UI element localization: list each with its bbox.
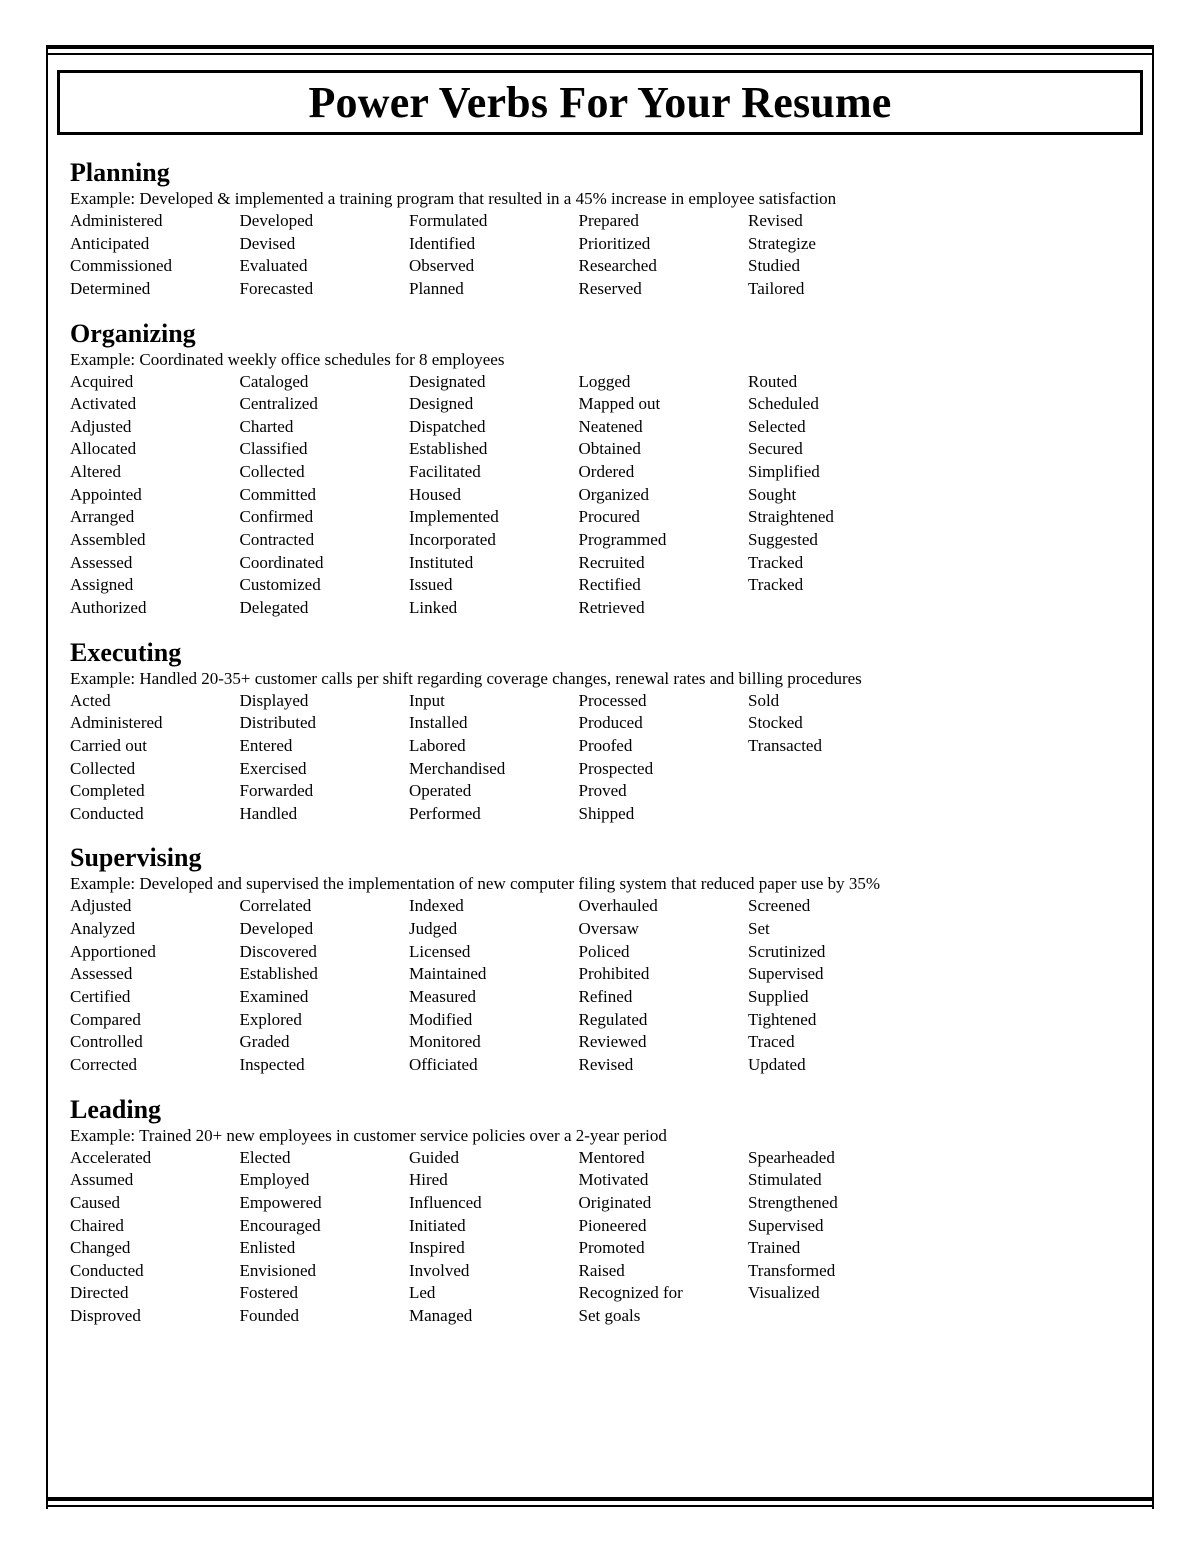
verb-item: Overhauled [578, 896, 658, 916]
verb-item: Refined [578, 987, 633, 1007]
verb-item: Visualized [748, 1283, 820, 1303]
verb-item: Developed [239, 919, 314, 939]
verb-item: Screened [748, 896, 811, 916]
verb-item: Strategize [748, 233, 816, 253]
verb-item: Produced [578, 713, 643, 733]
verb-item: Assumed [70, 1170, 134, 1190]
title-box [57, 70, 1143, 135]
verb-empty-cell [748, 780, 918, 803]
section-executing [70, 638, 1140, 826]
verb-item: Recruited [578, 552, 645, 572]
verb-item: Elected [239, 1147, 291, 1167]
verb-item: Adjusted [70, 416, 132, 436]
verb-item: Corrected [70, 1054, 138, 1074]
verb-item: Involved [409, 1260, 470, 1280]
verb-item: Labored [409, 735, 466, 755]
verb-item: Forwarded [239, 781, 314, 801]
verb-item: Processed [578, 690, 647, 710]
example-sentence: Example: Developed & implemented a training program that resulted in a 45% increase in employee satisfaction [70, 189, 837, 208]
verb-item: Designated [409, 371, 486, 391]
verb-item: Established [409, 439, 488, 459]
verb-item: Initiated [409, 1215, 466, 1235]
verb-item: Influenced [409, 1192, 482, 1212]
verb-item: Charted [239, 416, 294, 436]
verb-item: Maintained [409, 964, 487, 984]
verb-item: Conducted [70, 803, 144, 823]
verb-item: Prepared [578, 211, 639, 230]
verb-item: Facilitated [409, 462, 481, 482]
verb-item: Organized [578, 484, 649, 504]
verb-item: Dispatched [409, 416, 486, 436]
verb-item: Revised [578, 1054, 634, 1074]
verb-item: Transacted [748, 735, 822, 755]
verb-item: Recognized for [578, 1283, 683, 1303]
verb-item: Prioritized [578, 233, 651, 253]
verb-item: Completed [70, 781, 145, 801]
verb-item: Promoted [578, 1238, 645, 1258]
verb-item: Revised [748, 211, 803, 230]
example-sentence: Example: Developed and supervised the implementation of new computer filing system that reduced paper use by 35% [70, 874, 881, 894]
verb-item: Modified [409, 1009, 473, 1029]
example-sentence: Example: Trained 20+ new employees in customer service policies over a 2-year period [70, 1125, 667, 1145]
verb-item: Studied [748, 256, 800, 276]
verb-item: Managed [409, 1306, 473, 1326]
verb-item: Envisioned [239, 1260, 316, 1280]
verb-item: Licensed [409, 941, 471, 961]
verb-item: Sold [748, 690, 780, 710]
verb-sections [70, 158, 1140, 1328]
verb-item: Centralized [239, 394, 318, 414]
verb-item: Selected [748, 416, 806, 436]
verb-item: Classified [239, 439, 308, 459]
verb-item: Identified [409, 233, 476, 253]
verb-item: Implemented [409, 507, 499, 527]
verb-item: Operated [409, 781, 472, 801]
verb-item: Apportioned [70, 941, 156, 961]
verb-item: Supervised [748, 1215, 824, 1235]
verb-item: Merchandised [409, 758, 506, 778]
verb-list [70, 895, 1140, 1076]
verb-list [70, 371, 1140, 620]
verb-item: Motivated [578, 1170, 649, 1190]
verb-item: Encouraged [239, 1215, 321, 1235]
verb-item: Trained [748, 1238, 801, 1258]
verb-item: Controlled [70, 1032, 143, 1052]
verb-item: Devised [239, 233, 296, 253]
verb-item: Updated [748, 1054, 806, 1074]
verb-item: Directed [70, 1283, 129, 1303]
section-organizing [70, 319, 1140, 620]
verb-item: Prohibited [578, 964, 650, 984]
verb-item: Graded [239, 1032, 290, 1052]
verb-item: Distributed [239, 713, 316, 733]
verb-item: Disproved [70, 1306, 141, 1326]
verb-item: Routed [748, 371, 798, 391]
verb-item: Assessed [70, 552, 133, 572]
verb-empty-cell [748, 803, 918, 826]
verb-item: Oversaw [578, 919, 639, 939]
verb-item: Proofed [578, 735, 633, 755]
verb-item: Forecasted [239, 278, 314, 298]
verb-item: Conducted [70, 1260, 144, 1280]
verb-item: Researched [578, 256, 657, 276]
verb-item: Committed [239, 484, 316, 504]
verb-item: Guided [409, 1147, 460, 1167]
verb-item: Planned [409, 278, 464, 298]
verb-item: Spearheaded [748, 1147, 835, 1167]
verb-item: Performed [409, 803, 481, 823]
verb-item: Retrieved [578, 597, 645, 617]
verb-item: Observed [409, 256, 475, 276]
verb-item: Compared [70, 1009, 141, 1029]
verb-item: Suggested [748, 530, 818, 550]
verb-item: Ordered [578, 462, 635, 482]
verb-item: Measured [409, 987, 477, 1007]
verb-item: Neatened [578, 416, 643, 436]
top-double-rule [46, 45, 1154, 55]
verb-item: Officiated [409, 1054, 478, 1074]
verb-item: Correlated [239, 896, 312, 916]
verb-item: Allocated [70, 439, 137, 459]
verb-item: Exercised [239, 758, 307, 778]
verb-item: Employed [239, 1170, 310, 1190]
verb-item: Pioneered [578, 1215, 647, 1235]
page-title: Power Verbs For Your Resume [308, 77, 892, 127]
verb-item: Cataloged [239, 371, 309, 391]
verb-item: Linked [409, 597, 458, 617]
verb-item: Designed [409, 394, 474, 414]
verb-item: Chaired [70, 1215, 124, 1235]
bottom-double-rule [46, 1497, 1154, 1507]
verb-item: Adjusted [70, 896, 132, 916]
verb-item: Acted [70, 690, 111, 710]
verb-item: Customized [239, 575, 321, 595]
verb-item: Mapped out [578, 394, 661, 414]
section-heading: Executing [70, 637, 182, 667]
verb-item: Determined [70, 278, 151, 298]
verb-item: Prospected [578, 758, 654, 778]
verb-list [70, 1147, 1140, 1328]
verb-item: Administered [70, 713, 163, 733]
verb-item: Set goals [578, 1306, 641, 1326]
verb-item: Tailored [748, 278, 805, 298]
verb-item: Stimulated [748, 1170, 822, 1190]
verb-item: Assembled [70, 530, 146, 550]
section-heading: Leading [70, 1094, 162, 1124]
verb-item: Scrutinized [748, 941, 826, 961]
verb-item: Collected [239, 462, 305, 482]
verb-item: Activated [70, 394, 137, 414]
verb-item: Procured [578, 507, 640, 527]
verb-item: Supervised [748, 964, 824, 984]
verb-item: Displayed [239, 690, 309, 710]
verb-item: Caused [70, 1192, 121, 1212]
verb-item: Handled [239, 803, 298, 823]
verb-item: Proved [578, 781, 627, 801]
verb-item: Policed [578, 941, 630, 961]
verb-item: Regulated [578, 1009, 648, 1029]
verb-item: Anticipated [70, 233, 150, 253]
verb-item: Strengthened [748, 1192, 838, 1212]
verb-item: Set [748, 919, 770, 939]
verb-item: Changed [70, 1238, 131, 1258]
verb-item: Simplified [748, 462, 820, 482]
verb-list [70, 210, 1140, 301]
verb-item: Entered [239, 735, 293, 755]
verb-item: Led [409, 1283, 436, 1303]
verb-empty-cell [748, 758, 918, 781]
verb-item: Developed [239, 211, 314, 230]
example-sentence: Example: Coordinated weekly office schedules for 8 employees [70, 349, 505, 369]
section-heading: Organizing [70, 318, 196, 348]
verb-item: Input [409, 690, 445, 710]
verb-item: Enlisted [239, 1238, 296, 1258]
verb-item: Altered [70, 462, 121, 482]
verb-item: Certified [70, 987, 131, 1007]
verb-empty-cell [748, 1305, 918, 1328]
verb-item: Empowered [239, 1192, 322, 1212]
verb-item: Housed [409, 484, 461, 504]
verb-item: Accelerated [70, 1147, 152, 1167]
verb-item: Reserved [578, 278, 642, 298]
verb-item: Raised [578, 1260, 625, 1280]
verb-item: Installed [409, 713, 468, 733]
verb-item: Appointed [70, 484, 142, 504]
verb-item: Originated [578, 1192, 652, 1212]
verb-item: Supplied [748, 987, 809, 1007]
verb-item: Arranged [70, 507, 135, 527]
verb-item: Authorized [70, 597, 147, 617]
verb-item: Programmed [578, 530, 667, 550]
verb-item: Logged [578, 371, 631, 391]
verb-item: Obtained [578, 439, 641, 459]
section-heading: Supervising [70, 843, 202, 873]
verb-item: Administered [70, 211, 163, 230]
verb-item: Commissioned [70, 256, 173, 276]
verb-item: Collected [70, 758, 136, 778]
verb-item: Indexed [409, 896, 464, 916]
verb-item: Explored [239, 1009, 302, 1029]
verb-item: Sought [748, 484, 797, 504]
verb-item: Founded [239, 1306, 299, 1326]
verb-item: Assigned [70, 575, 134, 595]
verb-item: Established [239, 964, 318, 984]
verb-item: Tightened [748, 1009, 817, 1029]
verb-item: Mentored [578, 1147, 645, 1167]
verb-item: Judged [409, 919, 458, 939]
verb-item: Scheduled [748, 394, 819, 414]
verb-item: Examined [239, 987, 309, 1007]
verb-item: Acquired [70, 371, 134, 391]
verb-item: Analyzed [70, 919, 136, 939]
verb-item: Tracked [748, 575, 804, 595]
verb-item: Stocked [748, 713, 803, 733]
verb-list [70, 690, 1140, 826]
verb-item: Monitored [409, 1032, 481, 1052]
verb-item: Incorporated [409, 530, 496, 550]
verb-item: Fostered [239, 1283, 299, 1303]
verb-item: Transformed [748, 1260, 836, 1280]
verb-item: Issued [409, 575, 453, 595]
verb-item: Instituted [409, 552, 474, 572]
verb-item: Discovered [239, 941, 317, 961]
section-supervising [70, 843, 1140, 1076]
verb-item: Rectified [578, 575, 641, 595]
verb-item: Traced [748, 1032, 795, 1052]
section-heading: Planning [70, 158, 170, 187]
verb-item: Coordinated [239, 552, 324, 572]
verb-item: Delegated [239, 597, 309, 617]
verb-item: Inspired [409, 1238, 465, 1258]
example-sentence: Example: Handled 20-35+ customer calls per shift regarding coverage changes, renewal rates and billing procedures [70, 668, 862, 688]
section-leading [70, 1095, 1140, 1328]
verb-item: Hired [409, 1170, 448, 1190]
verb-item: Formulated [409, 211, 488, 230]
verb-empty-cell [748, 597, 918, 620]
verb-item: Tracked [748, 552, 804, 572]
verb-item: Carried out [70, 735, 147, 755]
verb-item: Straightened [748, 507, 834, 527]
verb-item: Shipped [578, 803, 635, 823]
verb-item: Confirmed [239, 507, 314, 527]
verb-item: Secured [748, 439, 803, 459]
verb-item: Inspected [239, 1054, 305, 1074]
verb-item: Evaluated [239, 256, 308, 276]
verb-item: Contracted [239, 530, 315, 550]
section-planning [70, 158, 1140, 301]
verb-item: Reviewed [578, 1032, 647, 1052]
verb-item: Assessed [70, 964, 133, 984]
